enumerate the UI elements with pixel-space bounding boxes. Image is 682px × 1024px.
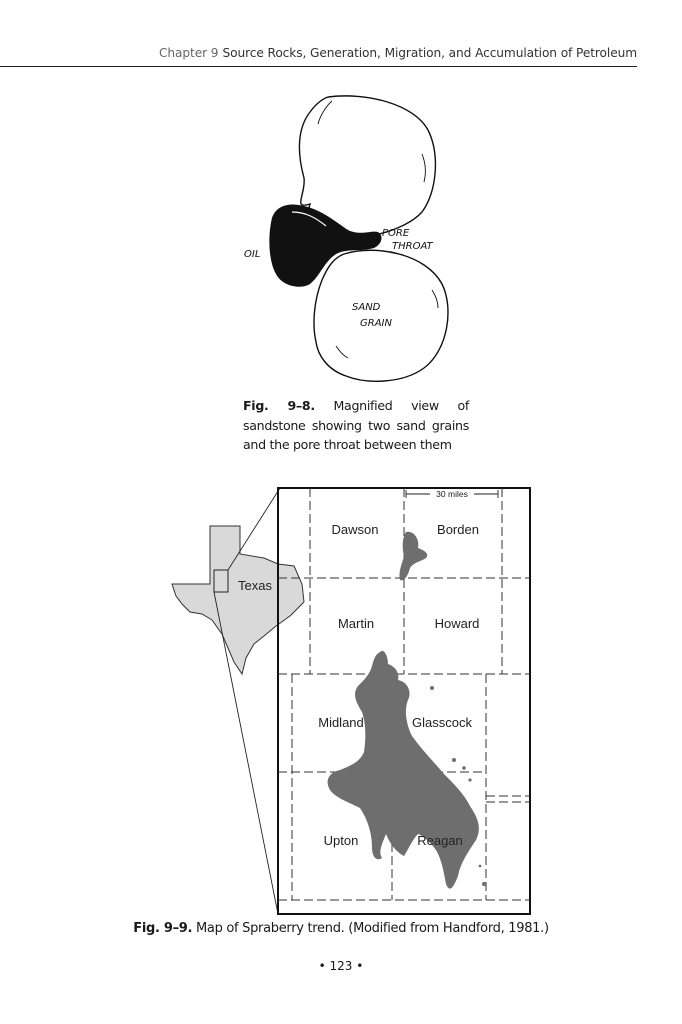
oil-label: OIL (244, 249, 261, 260)
county-label-midland: Midland (318, 715, 364, 730)
spraberry-map (168, 484, 534, 918)
figure-9-8-number: Fig. 9–8. (243, 398, 315, 413)
chapter-title: Source Rocks, Generation, Migration, and Accumulation of Petroleum (222, 46, 637, 60)
county-label-reagan: Reagan (417, 833, 463, 848)
figure-9-8-text: Magnified view of sandstone showing two sand grains and the pore throat between them (243, 398, 469, 452)
figure-9-9-number: Fig. 9–9. (133, 921, 193, 936)
scale-label: 30 miles (436, 489, 468, 499)
county-label-dawson: Dawson (331, 522, 379, 537)
lower-sand-grain (314, 250, 448, 381)
figure-9-9-caption (0, 921, 682, 936)
throat-label: THROAT (392, 241, 433, 252)
figure-9-8-caption (243, 396, 469, 455)
pore-label: PORE (382, 228, 410, 239)
header-rule (0, 66, 637, 67)
running-header (0, 46, 637, 60)
chapter-number: Chapter 9 (159, 46, 219, 60)
figure-9-9-text: Map of Spraberry trend. (Modified from Handford, 1981.) (196, 921, 549, 936)
county-label-borden: Borden (437, 522, 479, 537)
texas-label: Texas (238, 578, 272, 593)
sand-grain-figure (236, 94, 456, 386)
grain-label: GRAIN (360, 318, 392, 329)
spraberry-trend-area (328, 651, 479, 889)
texas-outline (172, 526, 304, 674)
county-label-upton: Upton (323, 833, 359, 848)
page-number: • 123 • (318, 959, 364, 973)
sand-label: SAND (352, 302, 381, 313)
county-label-glasscock: Glasscock (412, 715, 472, 730)
county-label-martin: Martin (337, 616, 375, 631)
county-label-howard: Howard (434, 616, 480, 631)
